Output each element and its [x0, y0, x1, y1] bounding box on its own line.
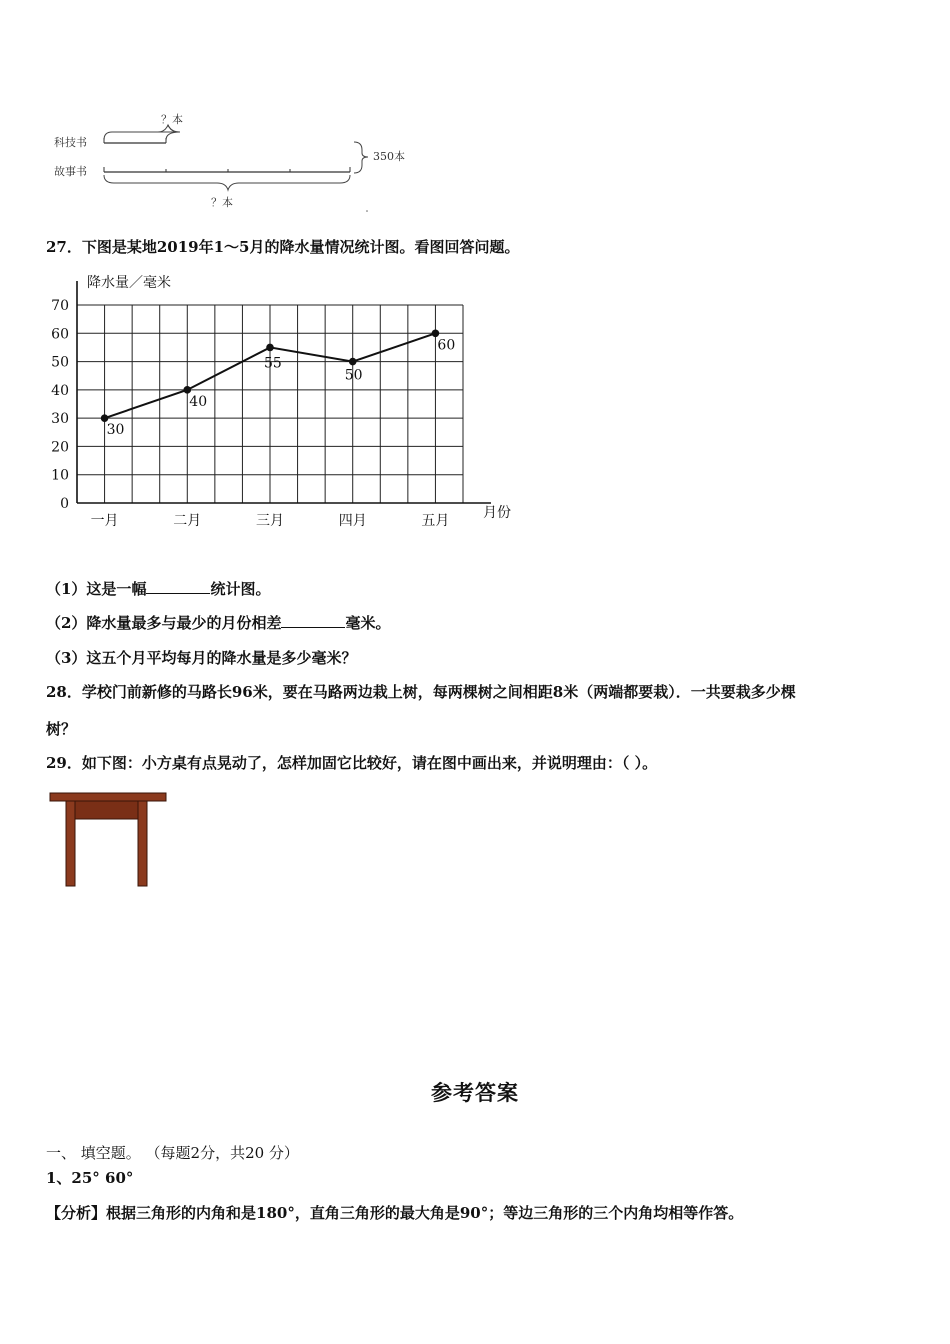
bottom-unknown-label: ？本 [211, 196, 233, 209]
y-tick-label: 30 [51, 411, 69, 428]
table-apron [74, 801, 142, 819]
y-tick-label: 60 [51, 326, 69, 343]
data-label: 30 [106, 422, 125, 439]
q27-sub1-blank[interactable] [146, 579, 210, 594]
q29-stem: 29．如下图：小方桌有点晃动了，怎样加固它比较好，请在图中画出来，并说明理由：（ ）。 [46, 754, 658, 772]
q27-sub1-prefix: （1）这是一幅 [46, 580, 147, 598]
data-point [183, 386, 191, 394]
data-label: 60 [437, 337, 456, 354]
top-brace-right [158, 125, 180, 140]
table-leg-right [138, 801, 147, 886]
q28-line1: 28．学校门前新修的马路长96米，要在马路两边栽上树，每两棵树之间相距8米（两端都要栽）．一共要栽多少棵 [46, 683, 796, 701]
q27-sub1 [46, 578, 270, 599]
top-unknown-label: ？本 [161, 113, 183, 126]
q27-stem: 27．下图是某地2019年1～5月的降水量情况统计图。看图回答问题。 [46, 238, 520, 256]
bottom-brace [104, 175, 350, 190]
table-top [50, 793, 166, 801]
y-tick-label: 70 [51, 298, 69, 314]
y-tick-label: 20 [51, 439, 69, 456]
x-tick-label: 四月 [338, 513, 367, 529]
q27-sub1-suffix: 统计图。 [210, 580, 271, 598]
q27-sub2-prefix: （2）降水量最多与最少的月份相差 [46, 614, 282, 632]
small-table-image[interactable] [48, 790, 170, 890]
y-tick-label: 50 [51, 354, 69, 371]
q27-sub2-suffix: 毫米。 [345, 614, 391, 632]
right-brace [354, 142, 368, 173]
data-label: 55 [264, 355, 282, 372]
data-label: 50 [344, 367, 363, 384]
rainfall-line-chart [40, 268, 530, 543]
answers-title: 参考答案 [431, 1080, 519, 1105]
data-point [266, 344, 274, 352]
data-label: 40 [189, 393, 208, 410]
total-label: 350本 [373, 150, 405, 163]
x-tick-label: 三月 [256, 513, 284, 529]
data-point [101, 414, 109, 422]
y-tick-label: 0 [60, 496, 69, 512]
answer-analysis: 【分析】根据三角形的内角和是180°，直角三角形的最大角是90°；等边三角形的三个内角均相等作答。 [46, 1204, 744, 1222]
story-book-label: 故事书 [54, 165, 87, 178]
y-tick-label: 10 [51, 467, 69, 484]
q27-sub2 [46, 612, 390, 633]
table-leg-left [66, 801, 75, 886]
answers-section-heading: 一、 填空题。 （每题2分，共20 分） [46, 1144, 299, 1162]
x-axis-label: 月份 [483, 505, 511, 521]
answer-item-1: 1、25° 60° [46, 1169, 134, 1187]
x-tick-label: 二月 [173, 513, 202, 529]
x-tick-label: 五月 [421, 513, 450, 529]
science-book-label: 科技书 [54, 136, 87, 149]
data-point [349, 358, 357, 366]
q28-line2: 树？ [46, 720, 77, 738]
y-tick-label: 40 [51, 382, 69, 399]
q27-sub3: （3）这五个月平均每月的降水量是多少毫米？ [46, 649, 357, 667]
bar-diagram [40, 105, 440, 220]
q27-sub2-blank[interactable] [281, 613, 345, 628]
x-tick-label: 一月 [90, 513, 119, 529]
y-axis-label: 降水量／毫米 [87, 275, 171, 291]
data-point [432, 329, 440, 337]
